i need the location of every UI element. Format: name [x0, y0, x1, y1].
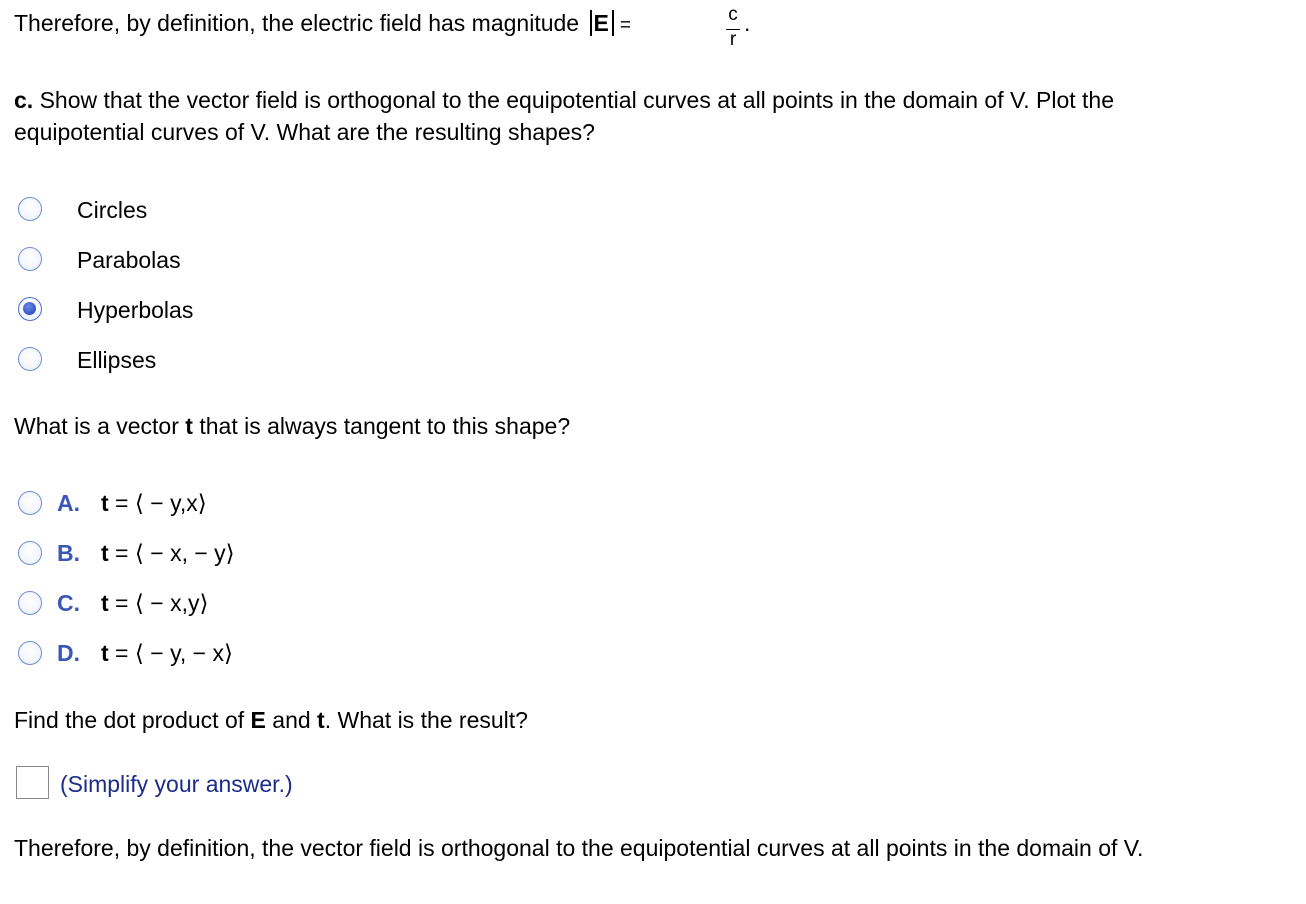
- radio-circles[interactable]: [18, 197, 42, 221]
- option-var-c: t: [101, 590, 109, 616]
- radio-hyperbolas[interactable]: [18, 297, 42, 321]
- radio-option-a[interactable]: [18, 491, 42, 515]
- option-letter-d: D.: [57, 640, 80, 666]
- radio-option-c[interactable]: [18, 591, 42, 615]
- radio-option-d[interactable]: [18, 641, 42, 665]
- option-var-b: t: [101, 540, 109, 566]
- option-label-ellipses: Ellipses: [77, 347, 157, 373]
- fraction-denominator: r: [729, 29, 737, 50]
- tangent-question: [14, 413, 570, 440]
- dot-question-prefix: Find the dot product of: [14, 707, 251, 733]
- option-expr-c: [101, 590, 208, 617]
- answer-input[interactable]: [16, 766, 49, 799]
- tangent-question-prefix: What is a vector: [14, 413, 186, 439]
- option-expr-d: [101, 640, 233, 667]
- option-text-c: = ⟨ − x,y⟩: [108, 590, 209, 616]
- option-expr-a: [101, 490, 207, 517]
- option-label-parabolas: Parabolas: [77, 247, 181, 273]
- radio-option-b[interactable]: [18, 541, 42, 565]
- dot-product-question: [14, 707, 528, 734]
- option-text-b: = ⟨ − x, − y⟩: [108, 540, 235, 566]
- option-letter-b: B.: [57, 540, 80, 566]
- part-c-label: c.: [14, 87, 34, 113]
- option-expr-b: [101, 540, 235, 567]
- option-letter-c: C.: [57, 590, 80, 616]
- option-label-circles: Circles: [77, 197, 148, 223]
- dot-question-suffix: . What is the result?: [324, 707, 528, 733]
- conclusion-text: Therefore, by definition, the vector field is orthogonal to the equipotential curves at all points in the domain of V.: [14, 835, 1144, 861]
- abs-close-bar: [612, 10, 614, 36]
- option-var-a: t: [101, 490, 109, 516]
- intro-text: Therefore, by definition, the electric field has magnitude: [14, 10, 586, 36]
- fraction-numerator: c: [728, 4, 738, 25]
- abs-open-bar: [590, 10, 592, 36]
- simplify-hint: (Simplify your answer.): [60, 771, 293, 797]
- radio-parabolas[interactable]: [18, 247, 42, 271]
- dot-question-mid: and: [265, 707, 318, 733]
- option-text-d: = ⟨ − y, − x⟩: [108, 640, 233, 666]
- part-c-text: Show that the vector field is orthogonal to the equipotential curves at all points in the domain of V. Plot the: [33, 87, 1115, 113]
- radio-ellipses[interactable]: [18, 347, 42, 371]
- intro-period: .: [744, 10, 751, 36]
- dot-question-t: t: [317, 707, 325, 733]
- intro-line: [14, 10, 631, 37]
- option-letter-a: A.: [57, 490, 80, 516]
- field-symbol: E: [593, 10, 609, 36]
- option-text-a: = ⟨ − y,x⟩: [108, 490, 207, 516]
- option-label-hyperbolas: Hyperbolas: [77, 297, 194, 323]
- dot-question-e: E: [250, 707, 266, 733]
- option-var-d: t: [101, 640, 109, 666]
- part-c-line1: [14, 87, 1114, 114]
- tangent-question-var: t: [185, 413, 193, 439]
- tangent-question-suffix: that is always tangent to this shape?: [192, 413, 571, 439]
- part-c-line2: equipotential curves of V. What are the resulting shapes?: [14, 119, 595, 145]
- equals-sign: =: [619, 15, 631, 36]
